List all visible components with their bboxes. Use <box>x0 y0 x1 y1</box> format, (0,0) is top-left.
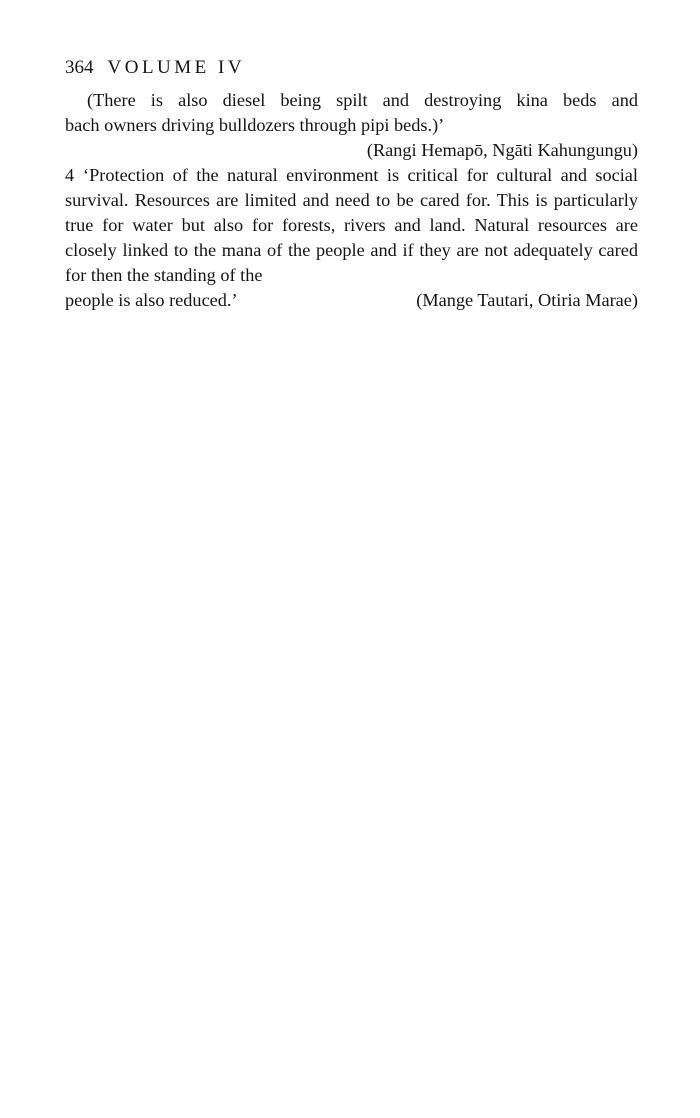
volume-title: VOLUME IV <box>107 57 246 78</box>
quote-attribution-tautari: (Mange Tautari, Otiria Marae) <box>416 290 638 310</box>
item-text: ‘Protection of the natural environment is critical for cultural and social survival. Resources are limited and need to be cared for. This is particularly true for water but also for forests, rivers and land. Natural resources are closely linked to the mana of the people and if they are not adequately cared for then the standing of the <box>65 165 638 285</box>
page-number: 364 <box>65 57 94 78</box>
numbered-quote-last-line <box>65 288 638 313</box>
running-head <box>65 56 638 80</box>
quote-continuation <box>65 88 638 163</box>
quote-attribution-hemapo: (Rangi Hemapō, Ngāti Kahungungu) <box>366 140 638 160</box>
item-last-line-text: people is also reduced.’ <box>65 290 238 310</box>
item-number: 4 <box>65 165 75 185</box>
document-page <box>65 56 638 313</box>
numbered-quote-body <box>65 163 638 288</box>
quote-line-2: bach owners driving bulldozers through pipi beds.)’ <box>65 115 445 135</box>
numbered-quote-4 <box>65 163 638 313</box>
quote-line-1: (There is also diesel being spilt and destroying kina beds and <box>87 90 638 110</box>
